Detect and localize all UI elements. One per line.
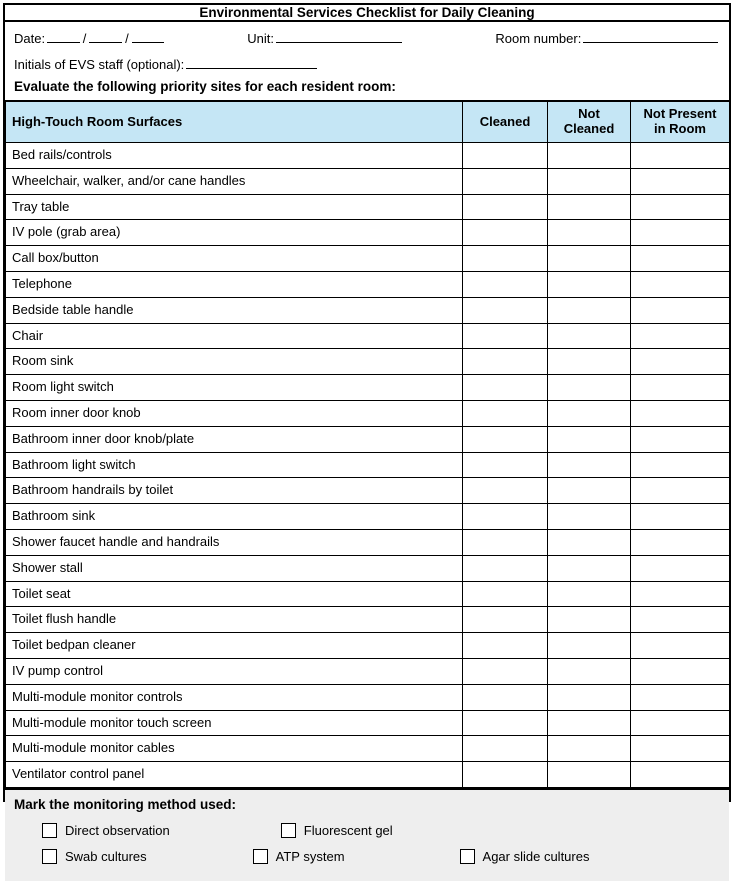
table-row — [6, 658, 730, 684]
mark-cell-cleaned[interactable] — [463, 297, 548, 323]
mark-cell-not-present[interactable] — [631, 478, 730, 504]
column-header-not-cleaned-line2: Cleaned — [563, 121, 615, 136]
table-row — [6, 581, 730, 607]
surface-label: Ventilator control panel — [6, 762, 463, 788]
mark-cell-not-cleaned[interactable] — [548, 478, 631, 504]
mark-cell-cleaned[interactable] — [463, 220, 548, 246]
mark-cell-not-cleaned[interactable] — [548, 400, 631, 426]
table-row — [6, 271, 730, 297]
surface-label: Multi-module monitor cables — [6, 736, 463, 762]
mark-cell-not-present[interactable] — [631, 143, 730, 169]
column-header-cleaned: Cleaned — [463, 101, 548, 143]
column-header-not-cleaned-line1: Not — [578, 106, 600, 122]
table-row — [6, 143, 730, 169]
surface-label: Wheelchair, walker, and/or cane handles — [6, 168, 463, 194]
mark-cell-not-cleaned[interactable] — [548, 762, 631, 788]
mark-cell-not-cleaned[interactable] — [548, 607, 631, 633]
mark-cell-cleaned[interactable] — [463, 478, 548, 504]
table-row — [6, 633, 730, 659]
form-header-fields — [5, 22, 729, 79]
mark-cell-not-present[interactable] — [631, 375, 730, 401]
date-separator-2: / — [125, 31, 129, 46]
mark-cell-not-cleaned[interactable] — [548, 736, 631, 762]
form-row-date-unit-room — [14, 29, 720, 46]
mark-cell-not-present[interactable] — [631, 246, 730, 272]
surface-label: Bed rails/controls — [6, 143, 463, 169]
surface-label: Bathroom sink — [6, 504, 463, 530]
mark-cell-cleaned[interactable] — [463, 736, 548, 762]
surface-label: Bathroom light switch — [6, 452, 463, 478]
mark-cell-cleaned[interactable] — [463, 143, 548, 169]
mark-cell-not-cleaned[interactable] — [548, 426, 631, 452]
option-atp-system-label: ATP system — [275, 848, 345, 864]
monitoring-method-section — [5, 788, 729, 881]
surface-label: IV pole (grab area) — [6, 220, 463, 246]
mark-cell-not-present[interactable] — [631, 426, 730, 452]
surface-label: Room sink — [6, 349, 463, 375]
mark-cell-not-cleaned[interactable] — [548, 504, 631, 530]
mark-cell-not-present[interactable] — [631, 710, 730, 736]
column-header-surfaces: High-Touch Room Surfaces — [6, 101, 463, 143]
mark-cell-cleaned[interactable] — [463, 658, 548, 684]
mark-cell-not-present[interactable] — [631, 581, 730, 607]
mark-cell-cleaned[interactable] — [463, 271, 548, 297]
mark-cell-not-present[interactable] — [631, 633, 730, 659]
surface-label: Call box/button — [6, 246, 463, 272]
mark-cell-not-cleaned[interactable] — [548, 143, 631, 169]
mark-cell-not-cleaned[interactable] — [548, 658, 631, 684]
surface-label: IV pump control — [6, 658, 463, 684]
mark-cell-cleaned[interactable] — [463, 323, 548, 349]
checkbox-icon[interactable] — [281, 823, 296, 838]
room-number-field[interactable] — [583, 29, 718, 43]
mark-cell-not-cleaned[interactable] — [548, 555, 631, 581]
checkbox-icon[interactable] — [460, 849, 475, 864]
date-label: Date: — [14, 31, 46, 46]
table-row — [6, 323, 730, 349]
surface-label: Shower faucet handle and handrails — [6, 529, 463, 555]
mark-cell-cleaned[interactable] — [463, 426, 548, 452]
table-row — [6, 710, 730, 736]
mark-cell-not-cleaned[interactable] — [548, 323, 631, 349]
table-row — [6, 349, 730, 375]
mark-cell-not-cleaned[interactable] — [548, 271, 631, 297]
option-fluorescent-gel-label: Fluorescent gel — [303, 822, 393, 838]
table-row — [6, 452, 730, 478]
option-direct-observation[interactable] — [42, 823, 170, 838]
surface-label: Telephone — [6, 271, 463, 297]
table-row — [6, 736, 730, 762]
surface-label: Bathroom handrails by toilet — [6, 478, 463, 504]
table-row — [6, 762, 730, 788]
room-number-label: Room number: — [495, 31, 582, 46]
unit-label: Unit: — [247, 31, 274, 46]
option-agar-slide-cultures-label: Agar slide cultures — [482, 848, 590, 864]
surface-label: Tray table — [6, 194, 463, 220]
option-swab-cultures-label: Swab cultures — [65, 848, 147, 864]
mark-cell-cleaned[interactable] — [463, 246, 548, 272]
date-month-field[interactable] — [47, 29, 80, 43]
table-header-row — [6, 101, 730, 143]
date-year-field[interactable] — [132, 29, 165, 43]
table-row — [6, 426, 730, 452]
surface-label: Toilet flush handle — [6, 607, 463, 633]
surface-label: Toilet seat — [6, 581, 463, 607]
mark-cell-cleaned[interactable] — [463, 581, 548, 607]
mark-cell-not-cleaned[interactable] — [548, 684, 631, 710]
table-row — [6, 220, 730, 246]
mark-cell-cleaned[interactable] — [463, 607, 548, 633]
mark-cell-not-cleaned[interactable] — [548, 633, 631, 659]
unit-field[interactable] — [276, 29, 402, 43]
option-swab-cultures[interactable] — [42, 849, 147, 864]
mark-cell-not-cleaned[interactable] — [548, 349, 631, 375]
mark-cell-cleaned[interactable] — [463, 400, 548, 426]
mark-cell-cleaned[interactable] — [463, 762, 548, 788]
column-header-not-cleaned — [548, 101, 631, 143]
table-row — [6, 478, 730, 504]
table-row — [6, 168, 730, 194]
mark-cell-not-cleaned[interactable] — [548, 581, 631, 607]
mark-cell-not-present[interactable] — [631, 504, 730, 530]
column-header-not-present-line1: Not Present — [643, 106, 717, 122]
mark-cell-not-present[interactable] — [631, 762, 730, 788]
mark-cell-not-present[interactable] — [631, 452, 730, 478]
date-day-field[interactable] — [89, 29, 122, 43]
checkbox-icon[interactable] — [42, 823, 57, 838]
surface-label: Bedside table handle — [6, 297, 463, 323]
checkbox-icon[interactable] — [253, 849, 268, 864]
mark-cell-cleaned[interactable] — [463, 168, 548, 194]
mark-cell-not-present[interactable] — [631, 349, 730, 375]
surface-label: Multi-module monitor controls — [6, 684, 463, 710]
surface-label: Room light switch — [6, 375, 463, 401]
monitoring-method-row-2 — [14, 849, 720, 864]
initials-label: Initials of EVS staff (optional): — [14, 57, 185, 72]
table-row — [6, 375, 730, 401]
surface-label: Multi-module monitor touch screen — [6, 710, 463, 736]
initials-field[interactable] — [186, 55, 317, 69]
mark-cell-cleaned[interactable] — [463, 504, 548, 530]
mark-cell-not-present[interactable] — [631, 658, 730, 684]
monitoring-method-row-1 — [14, 823, 720, 838]
option-agar-slide-cultures[interactable] — [460, 849, 590, 864]
table-header — [6, 101, 730, 143]
mark-cell-not-cleaned[interactable] — [548, 168, 631, 194]
table-row — [6, 607, 730, 633]
surface-label: Chair — [6, 323, 463, 349]
table-row — [6, 246, 730, 272]
mark-cell-not-present[interactable] — [631, 323, 730, 349]
page-title: Environmental Services Checklist for Daily Cleaning — [199, 5, 535, 20]
high-touch-surfaces-table — [5, 100, 730, 788]
mark-cell-not-present[interactable] — [631, 607, 730, 633]
form-row-initials — [14, 55, 720, 72]
mark-cell-not-present[interactable] — [631, 529, 730, 555]
column-header-not-present — [631, 101, 730, 143]
mark-cell-not-cleaned[interactable] — [548, 194, 631, 220]
mark-cell-cleaned[interactable] — [463, 684, 548, 710]
mark-cell-not-present[interactable] — [631, 194, 730, 220]
mark-cell-not-cleaned[interactable] — [548, 297, 631, 323]
surface-label: Room inner door knob — [6, 400, 463, 426]
option-fluorescent-gel[interactable] — [281, 823, 393, 838]
mark-cell-cleaned[interactable] — [463, 633, 548, 659]
mark-cell-not-present[interactable] — [631, 297, 730, 323]
document-title-bar — [5, 5, 729, 22]
table-row — [6, 529, 730, 555]
table-row — [6, 194, 730, 220]
table-row — [6, 684, 730, 710]
surface-label: Toilet bedpan cleaner — [6, 633, 463, 659]
option-direct-observation-label: Direct observation — [65, 822, 170, 838]
table-row — [6, 504, 730, 530]
mark-cell-not-present[interactable] — [631, 220, 730, 246]
table-row — [6, 297, 730, 323]
mark-cell-cleaned[interactable] — [463, 194, 548, 220]
surface-label: Bathroom inner door knob/plate — [6, 426, 463, 452]
instruction-text: Evaluate the following priority sites for each resident room: — [14, 79, 396, 94]
date-separator-1: / — [82, 31, 87, 46]
mark-cell-cleaned[interactable] — [463, 349, 548, 375]
mark-cell-not-present[interactable] — [631, 168, 730, 194]
mark-cell-not-present[interactable] — [631, 555, 730, 581]
option-atp-system[interactable] — [253, 849, 345, 864]
mark-cell-not-cleaned[interactable] — [548, 452, 631, 478]
column-header-not-present-line2: in Room — [654, 121, 706, 136]
mark-cell-not-present[interactable] — [631, 684, 730, 710]
mark-cell-not-present[interactable] — [631, 400, 730, 426]
mark-cell-cleaned[interactable] — [463, 555, 548, 581]
checkbox-icon[interactable] — [42, 849, 57, 864]
table-body — [6, 143, 730, 788]
mark-cell-not-cleaned[interactable] — [548, 375, 631, 401]
surface-label: Shower stall — [6, 555, 463, 581]
mark-cell-not-cleaned[interactable] — [548, 529, 631, 555]
mark-cell-not-present[interactable] — [631, 271, 730, 297]
mark-cell-not-present[interactable] — [631, 736, 730, 762]
table-row — [6, 400, 730, 426]
mark-cell-cleaned[interactable] — [463, 452, 548, 478]
mark-cell-cleaned[interactable] — [463, 375, 548, 401]
mark-cell-not-cleaned[interactable] — [548, 246, 631, 272]
monitoring-method-title: Mark the monitoring method used: — [14, 796, 237, 812]
mark-cell-not-cleaned[interactable] — [548, 220, 631, 246]
mark-cell-cleaned[interactable] — [463, 529, 548, 555]
checklist-frame — [3, 3, 731, 864]
mark-cell-not-cleaned[interactable] — [548, 710, 631, 736]
table-row — [6, 555, 730, 581]
mark-cell-cleaned[interactable] — [463, 710, 548, 736]
